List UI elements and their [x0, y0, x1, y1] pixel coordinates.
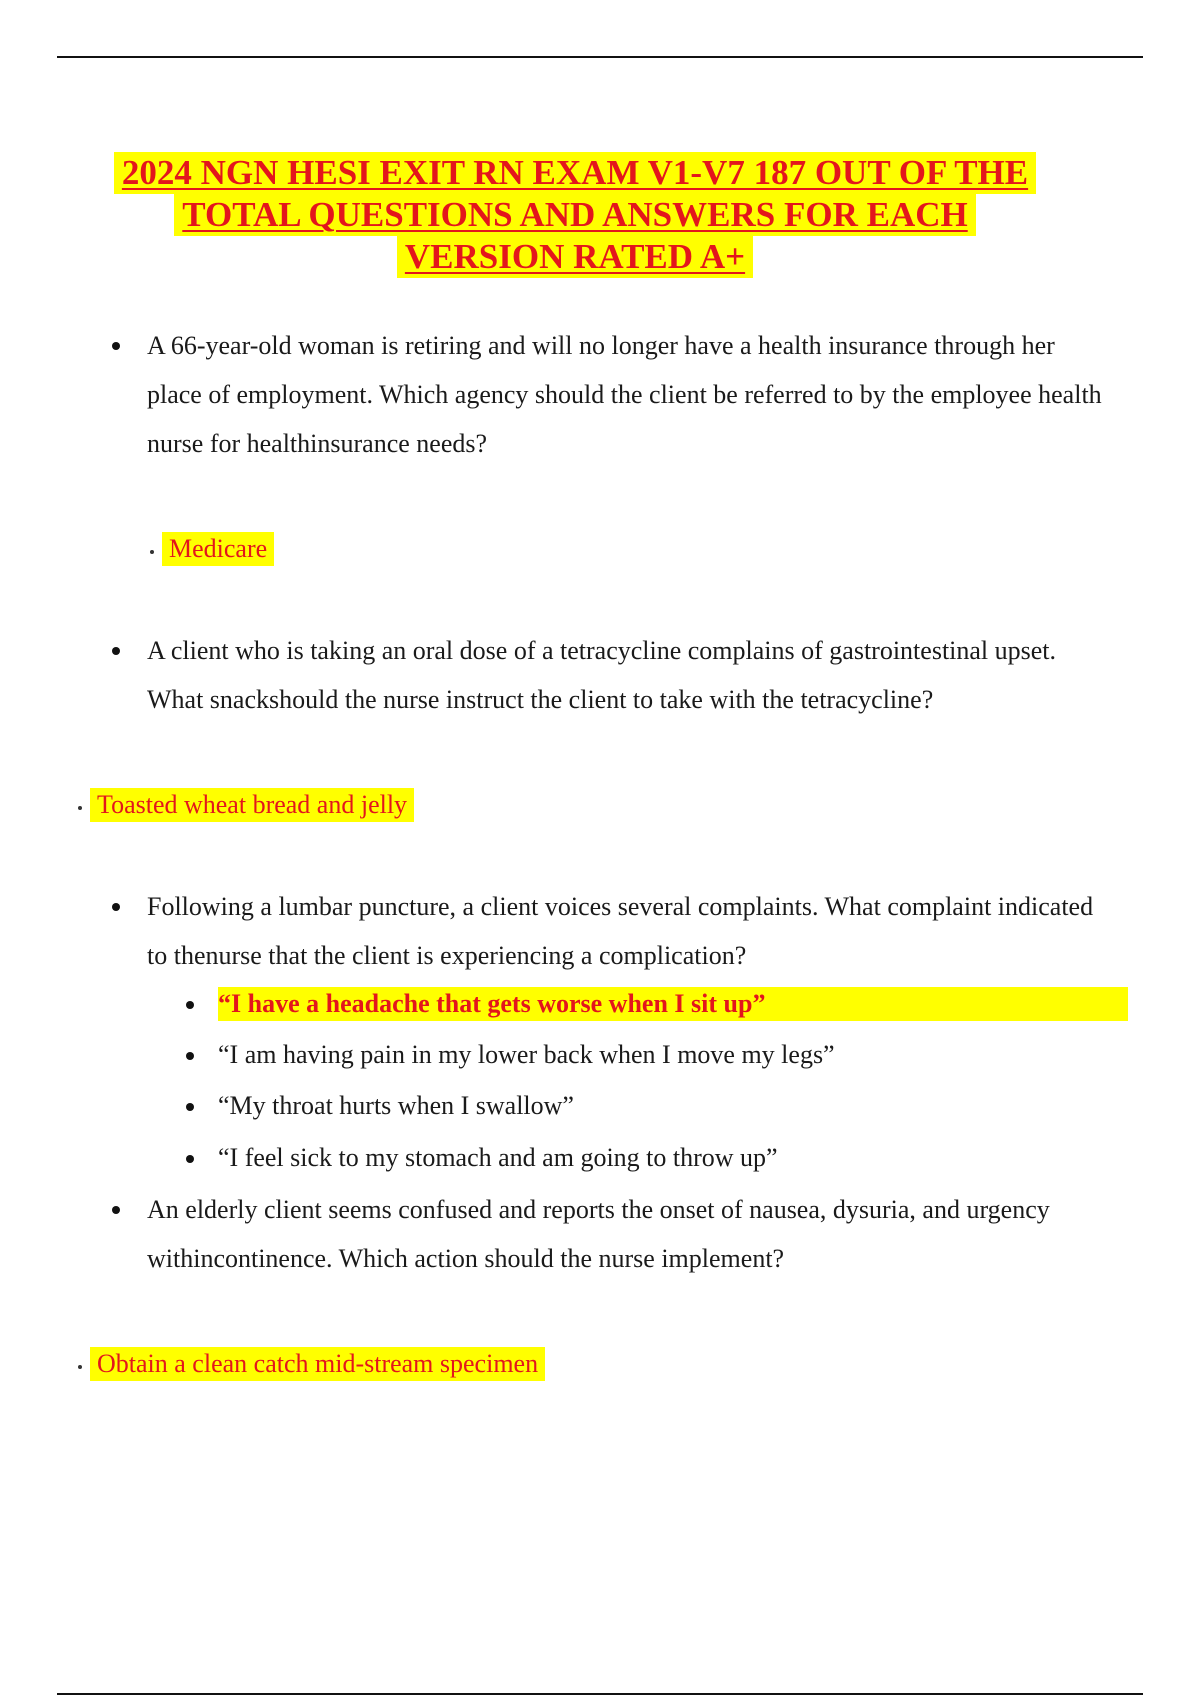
- bottom-rule: [57, 1693, 1143, 1695]
- title-line-3: VERSION RATED A+: [397, 236, 753, 278]
- bullet-icon: [186, 1103, 194, 1111]
- title-line-2: TOTAL QUESTIONS AND ANSWERS FOR EACH: [174, 194, 975, 236]
- question-3-option-4: “I feel sick to my stomach and am going to throw up”: [218, 1143, 778, 1172]
- question-3-option-3: “My throat hurts when I swallow”: [218, 1091, 574, 1120]
- question-4-text: An elderly client seems confused and reports the onset of nausea, dysuria, and urgency withincontinence. Which action should the nurse implement?: [147, 1195, 1050, 1273]
- bullet-icon: [112, 903, 120, 911]
- question-3-text: Following a lumbar puncture, a client voices several complaints. What complaint indicated to thenurse that the client is experiencing a complication?: [147, 892, 1094, 970]
- question-3-option-2: “I am having pain in my lower back when I move my legs”: [218, 1040, 835, 1069]
- bullet-icon: [112, 342, 120, 350]
- question-1-text: A 66-year-old woman is retiring and will no longer have a health insurance through her place of employment. Which agency should the client be referred to by the employee health nurse for healthinsurance needs?: [147, 331, 1102, 458]
- bullet-icon: [78, 1365, 82, 1369]
- bullet-icon: [186, 1001, 194, 1009]
- bullet-icon: [150, 550, 154, 554]
- bullet-icon: [78, 806, 82, 810]
- question-2-text: A client who is taking an oral dose of a tetracycline complains of gastrointestinal upset. What snackshould the nurse instruct the client to take with the tetracycline?: [147, 636, 1057, 714]
- question-3-option-1-correct: “I have a headache that gets worse when I sit up”: [218, 987, 1128, 1021]
- question-1-answer: Medicare: [162, 532, 274, 566]
- bullet-icon: [112, 647, 120, 655]
- question-2-answer: Toasted wheat bread and jelly: [90, 788, 414, 822]
- question-4-answer: Obtain a clean catch mid-stream specimen: [90, 1347, 545, 1381]
- top-rule: [57, 56, 1143, 58]
- document-title: [0, 152, 1150, 278]
- bullet-icon: [186, 1155, 194, 1163]
- title-line-1: 2024 NGN HESI EXIT RN EXAM V1-V7 187 OUT OF THE: [114, 152, 1036, 194]
- bullet-icon: [112, 1206, 120, 1214]
- bullet-icon: [186, 1052, 194, 1060]
